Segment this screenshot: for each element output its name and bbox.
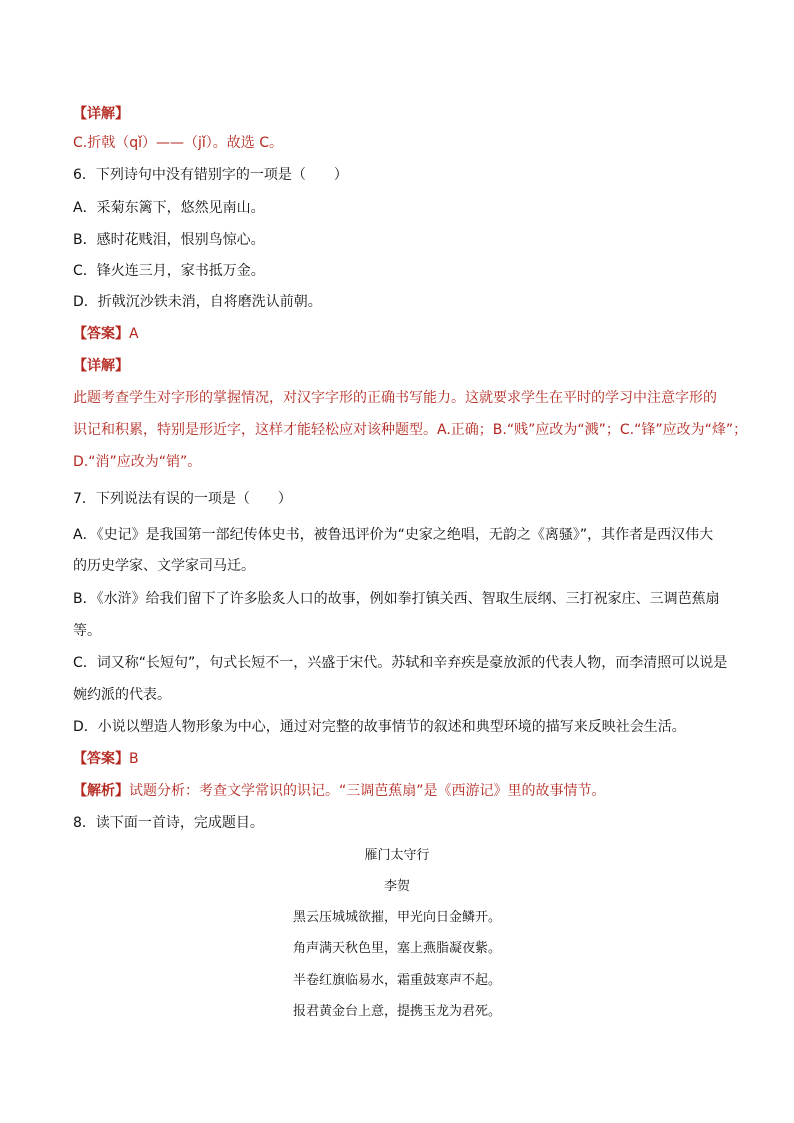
question-7-stem: 7．下列说法有误的一项是（ ） xyxy=(73,491,292,507)
question-7-analysis xyxy=(73,782,606,800)
question-6-option-d: D．折戟沉沙铁未消，自将磨洗认前朝。 xyxy=(73,294,322,310)
detail-text: C.折戟（qǐ）——（jǐ）。故选 C。 xyxy=(73,135,284,151)
question-6-detail-heading: 【详解】 xyxy=(73,358,129,374)
answer-tag: 【答案】 xyxy=(73,751,129,767)
question-6-answer xyxy=(73,325,139,343)
question-6-option-c: C．锋火连三月，家书抵万金。 xyxy=(73,263,265,279)
answer-value: A xyxy=(129,326,139,342)
question-6-option-a: A．采菊东篱下，悠然见南山。 xyxy=(73,200,265,216)
question-7-option-line: A．《史记》是我国第一部纪传体史书，被鲁迅评价为“史家之绝唱，无韵之《离骚》”，其作者是西汉伟大 xyxy=(73,527,714,543)
question-6-detail-line: 识记和积累，特别是形近字，这样才能轻松应对该种题型。A.正确；B.“贱”应改为“溅”；C.“锋”应改为“烽”； xyxy=(73,422,748,438)
analysis-text: 试题分析：考查文学常识的识记。“三调芭蕉扇”是《西游记》里的故事情节。 xyxy=(129,783,606,799)
poem-line: 黑云压城城欲摧，甲光向日金鳞开。 xyxy=(292,910,501,925)
analysis-tag: 【解析】 xyxy=(73,783,129,799)
question-7-option-line: 婉约派的代表。 xyxy=(73,687,171,703)
poem-line: 半卷红旗临易水，霜重鼓寒声不起。 xyxy=(292,973,501,988)
question-6-detail-line: 此题考查学生对字形的掌握情况，对汉字字形的正确书写能力。这就要求学生在平时的学习中注意字形的 xyxy=(73,390,717,406)
question-7-option-line: 的历史学家、文学家司马迁。 xyxy=(73,558,255,574)
question-7-option-line: C．词又称“长短句”，句式长短不一，兴盛于宋代。苏轼和辛弃疾是豪放派的代表人物，而李清照可以说是 xyxy=(73,655,728,671)
question-7-option-line: 等。 xyxy=(73,623,101,639)
poem-line: 角声满天秋色里，塞上燕脂凝夜紫。 xyxy=(292,941,501,956)
answer-tag: 【答案】 xyxy=(73,326,129,342)
question-6-detail-line: D.“消”应改为“销”。 xyxy=(73,454,202,470)
question-6-option-b: B．感时花贱泪，恨别鸟惊心。 xyxy=(73,232,265,248)
detail-heading: 【详解】 xyxy=(73,106,129,122)
question-8-stem: 8．读下面一首诗，完成题目。 xyxy=(73,815,264,831)
poem-line: 报君黄金台上意，提携玉龙为君死。 xyxy=(292,1004,501,1019)
question-7-option-line: D．小说以塑造人物形象为中心，通过对完整的故事情节的叙述和典型环境的描写来反映社会生活。 xyxy=(73,719,686,735)
answer-value: B xyxy=(129,751,139,767)
poem-author: 李贺 xyxy=(383,879,410,894)
question-7-option-line: B．《水浒》给我们留下了许多脍炙人口的故事，例如拳打镇关西、智取生辰纲、三打祝家庄、三调芭蕉扇 xyxy=(73,591,720,607)
poem-title: 雁门太守行 xyxy=(364,848,430,863)
question-7-answer xyxy=(73,750,139,768)
question-6-stem: 6．下列诗句中没有错别字的一项是（ ） xyxy=(73,167,348,183)
